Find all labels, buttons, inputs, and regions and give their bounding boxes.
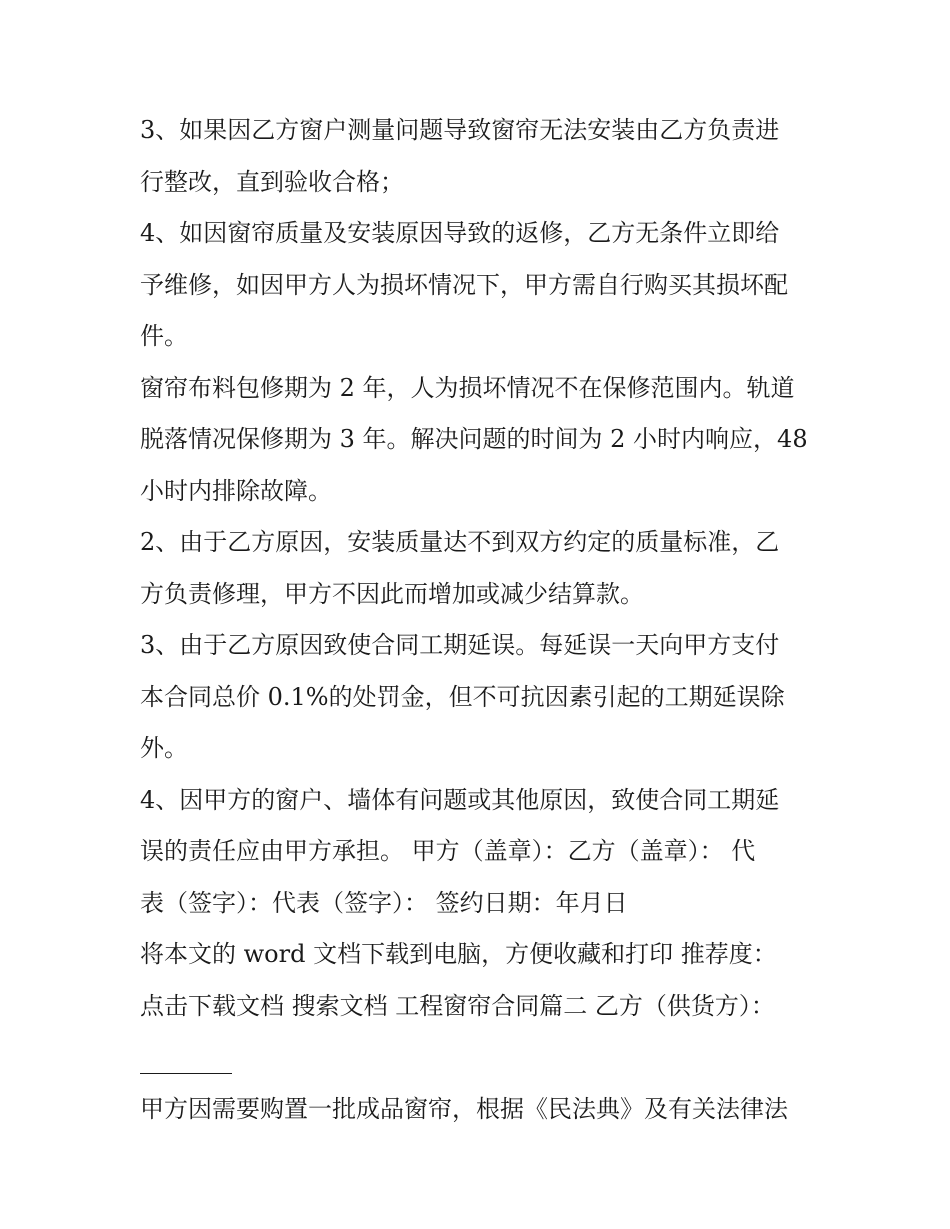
text-line: 表（签字）：代表（签字）： 签约日期：年月日 — [140, 888, 628, 917]
paragraph-download-note — [140, 929, 820, 1084]
text-line: 方负责修理，甲方不因此而增加或减少结算款。 — [140, 579, 644, 608]
text-line: 3、如果因乙方窗户测量问题导致窗帘无法安装由乙方负责进 — [140, 116, 780, 144]
paragraph-clause-3-measurement — [140, 105, 820, 208]
text-line: 甲方因需要购置一批成品窗帘，根据《民法典》及有关法律法 — [140, 1094, 788, 1123]
text-line: 4、因甲方的窗户、墙体有问题或其他原因，致使合同工期延 — [140, 785, 780, 814]
text-line: 将本文的 word 文档下载到电脑，方便收藏和打印 推荐度： — [140, 940, 777, 968]
text-line: 2、由于乙方原因，安装质量达不到双方约定的质量标准，乙 — [140, 528, 780, 556]
text-line: 行整改，直到验收合格； — [140, 167, 404, 196]
paragraph-clause-4-signatures — [140, 775, 820, 930]
paragraph-clause-4-repair — [140, 208, 820, 363]
text-line: 3、由于乙方原因致使合同工期延误。每延误一天向甲方支付 — [140, 631, 780, 659]
paragraph-purchase-intro — [140, 1084, 820, 1136]
text-line: 小时内排除故障。 — [140, 476, 332, 505]
blank-fill-line — [140, 1032, 232, 1084]
paragraph-warranty — [140, 363, 820, 518]
paragraph-clause-3-delay — [140, 620, 820, 775]
text-line: 本合同总价 0.1%的处罚金，但不可抗因素引起的工期延误除 — [140, 682, 785, 711]
text-line: 外。 — [140, 734, 188, 762]
text-line: 脱落情况保修期为 3 年。解决问题的时间为 2 小时内响应，48 — [140, 425, 808, 453]
paragraph-clause-2-quality — [140, 517, 820, 620]
text-line: 予维修，如因甲方人为损坏情况下，甲方需自行购买其损坏配 — [140, 270, 788, 299]
text-line: 件。 — [140, 322, 188, 350]
document-body — [140, 105, 820, 1135]
text-line: 误的责任应由甲方承担。 甲方（盖章）：乙方（盖章）： 代 — [140, 837, 756, 865]
text-line: 4、如因窗帘质量及安装原因导致的返修，乙方无条件立即给 — [140, 219, 780, 247]
text-line: 点击下载文档 搜索文档 工程窗帘合同篇二 乙方（供货方）： — [140, 991, 775, 1020]
text-line: 窗帘布料包修期为 2 年，人为损坏情况不在保修范围内。轨道 — [140, 373, 795, 402]
